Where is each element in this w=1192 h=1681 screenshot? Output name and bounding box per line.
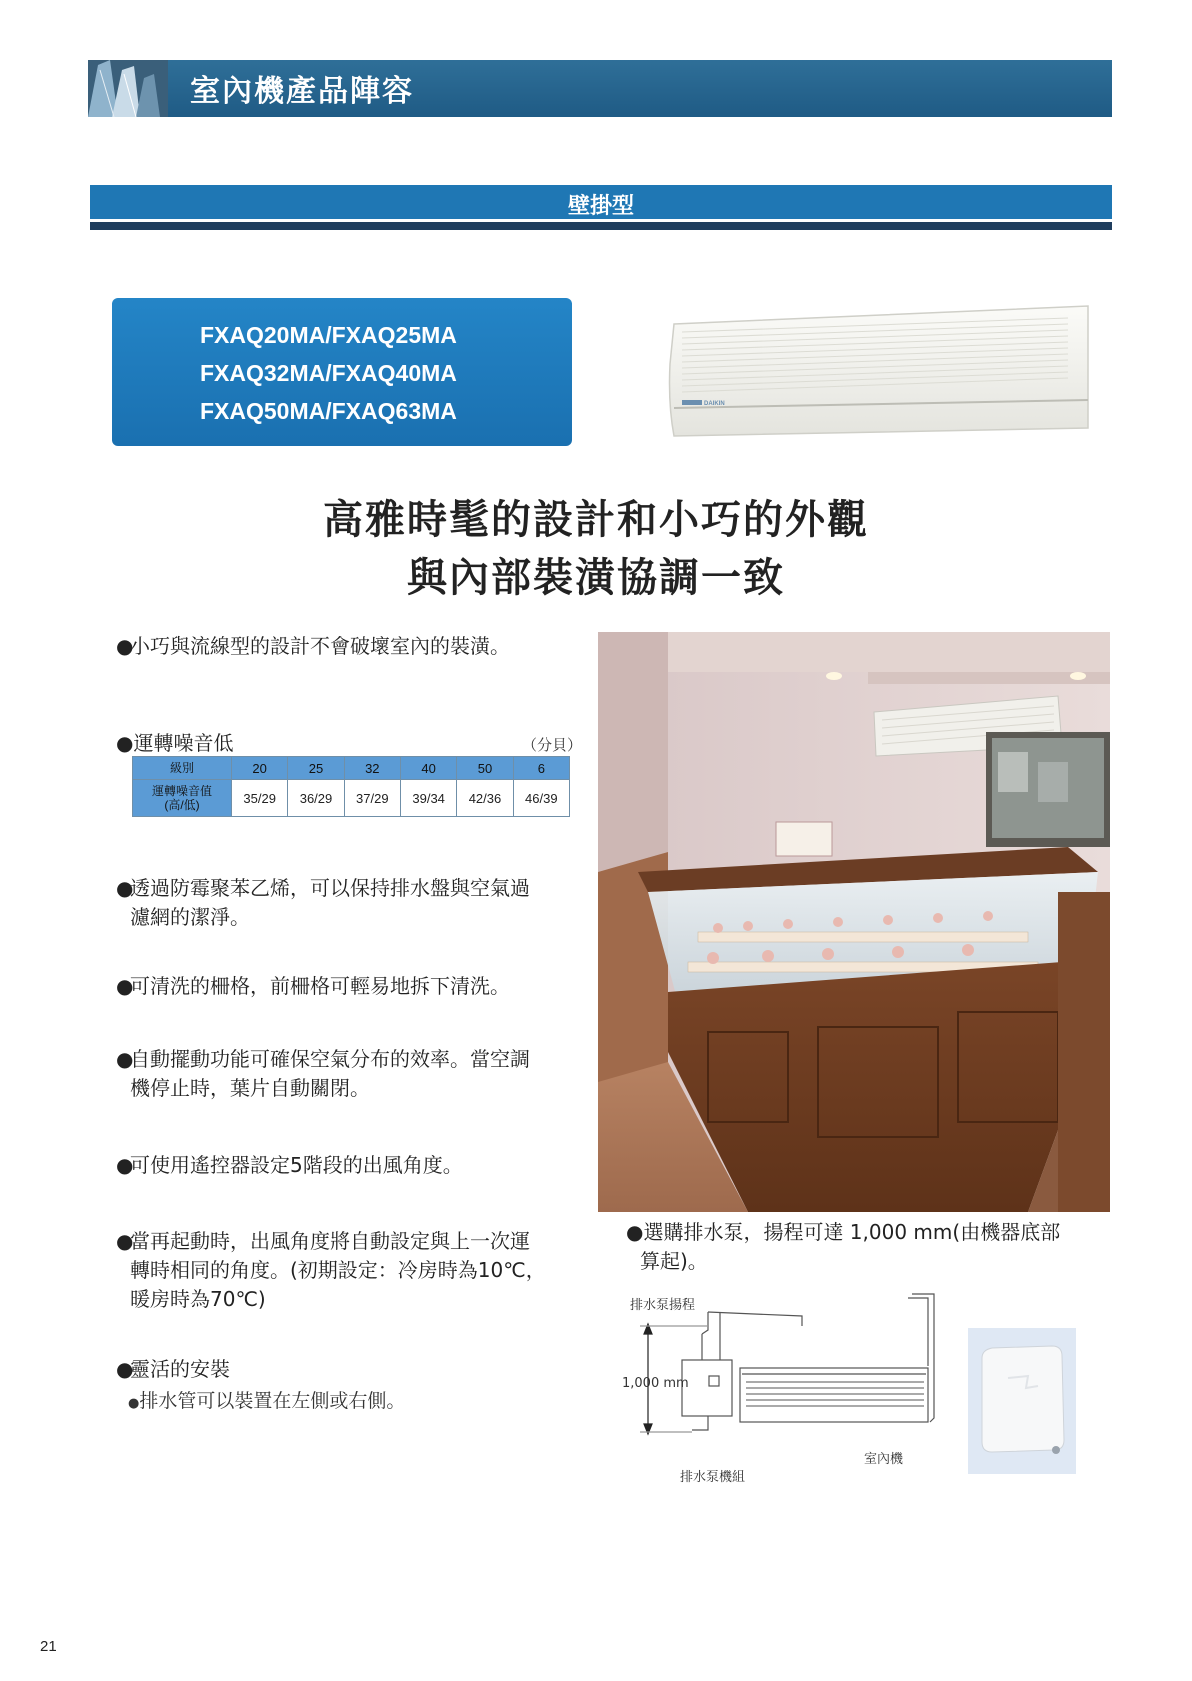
brand-logo: DAIKIN	[704, 401, 725, 407]
table-cell: 36/29	[288, 780, 344, 817]
table-row-label: 級別	[133, 757, 232, 780]
bullet-icon: ●	[116, 731, 134, 755]
bullet-icon: ●	[116, 1047, 134, 1071]
table-row	[133, 780, 570, 817]
table-row-label: 運轉噪音值 (高/低)	[133, 780, 232, 817]
model-number-box	[112, 298, 572, 446]
small-bullet-icon: ●	[128, 1396, 140, 1411]
page-number: 21	[40, 1638, 57, 1655]
bullet-icon: ●	[116, 974, 134, 998]
table-header-cell: 40	[400, 757, 456, 780]
height-label: 1,000 mm	[622, 1376, 689, 1391]
header-building-image	[88, 60, 168, 117]
table-cell: 42/36	[457, 780, 513, 817]
bullet-icon: ●	[116, 1153, 134, 1177]
section-title: 壁掛型	[567, 194, 634, 219]
bullet-icon: ●	[116, 1357, 134, 1381]
noise-unit-label: （分貝）	[522, 736, 583, 754]
drain-pump-photo	[968, 1328, 1076, 1474]
bullet-icon: ●	[116, 1229, 134, 1253]
bullet-icon: ●	[116, 634, 134, 658]
bullet-icon: ●	[116, 876, 134, 900]
feature-drain-side: ●排水管可以裝置在左側或右側。	[128, 1390, 406, 1412]
model-line-1: FXAQ20MA/FXAQ25MA	[200, 322, 457, 348]
pump-kit-label: 排水泵機組	[680, 1470, 746, 1485]
table-cell: 46/39	[513, 780, 569, 817]
pastry-shop-photo	[598, 632, 1110, 1212]
page-section-title: 室內機產品陣容	[190, 74, 414, 109]
headline-line-2: 與內部裝潢協調一致	[407, 555, 785, 601]
table-header-cell: 32	[344, 757, 400, 780]
indoor-unit-label: 室內機	[864, 1452, 904, 1467]
feature-restart-angle: ●當再起動時，出風角度將自動設定與上一次運 轉時相同的角度。(初期設定：冷房時為10℃， 暖房時為70℃)	[116, 1229, 546, 1311]
model-line-2: FXAQ32MA/FXAQ40MA	[200, 360, 457, 386]
model-line-3: FXAQ50MA/FXAQ63MA	[200, 398, 457, 424]
noise-level-table	[132, 756, 570, 817]
table-cell: 35/29	[232, 780, 288, 817]
feature-compact-design: ●小巧與流線型的設計不會破壞室內的裝潢。	[116, 632, 566, 661]
pump-lift-label: 排水泵揚程	[630, 1298, 696, 1313]
table-header-cell: 20	[232, 757, 288, 780]
section-divider	[90, 222, 1112, 230]
wall-mounted-unit-image	[668, 304, 1096, 440]
bullet-icon: ●	[626, 1220, 644, 1244]
table-cell: 39/34	[400, 780, 456, 817]
table-cell: 37/29	[344, 780, 400, 817]
headline-line-1: 高雅時髦的設計和小巧的外觀	[323, 497, 869, 543]
feature-auto-swing: ●自動擺動功能可確保空氣分布的效率。當空調 機停止時，葉片自動關閉。	[116, 1047, 530, 1100]
table-header-cell: 6	[513, 757, 569, 780]
feature-flexible-install: ●靈活的安裝	[116, 1355, 566, 1384]
feature-washable-grille: ●可清洗的柵格，前柵格可輕易地拆下清洗。	[116, 972, 566, 1001]
feature-low-noise: ●運轉噪音低	[116, 731, 234, 755]
feature-antimold: ●透過防霉聚苯乙烯，可以保持排水盤與空氣過 濾網的潔淨。	[116, 876, 530, 929]
table-row	[133, 757, 570, 780]
feature-airflow-angle: ●可使用遙控器設定5階段的出風角度。	[116, 1151, 566, 1180]
table-header-cell: 50	[457, 757, 513, 780]
table-header-cell: 25	[288, 757, 344, 780]
feature-drain-pump: ●選購排水泵，揚程可達 1,000 mm(由機器底部 算起)。	[626, 1220, 1061, 1273]
